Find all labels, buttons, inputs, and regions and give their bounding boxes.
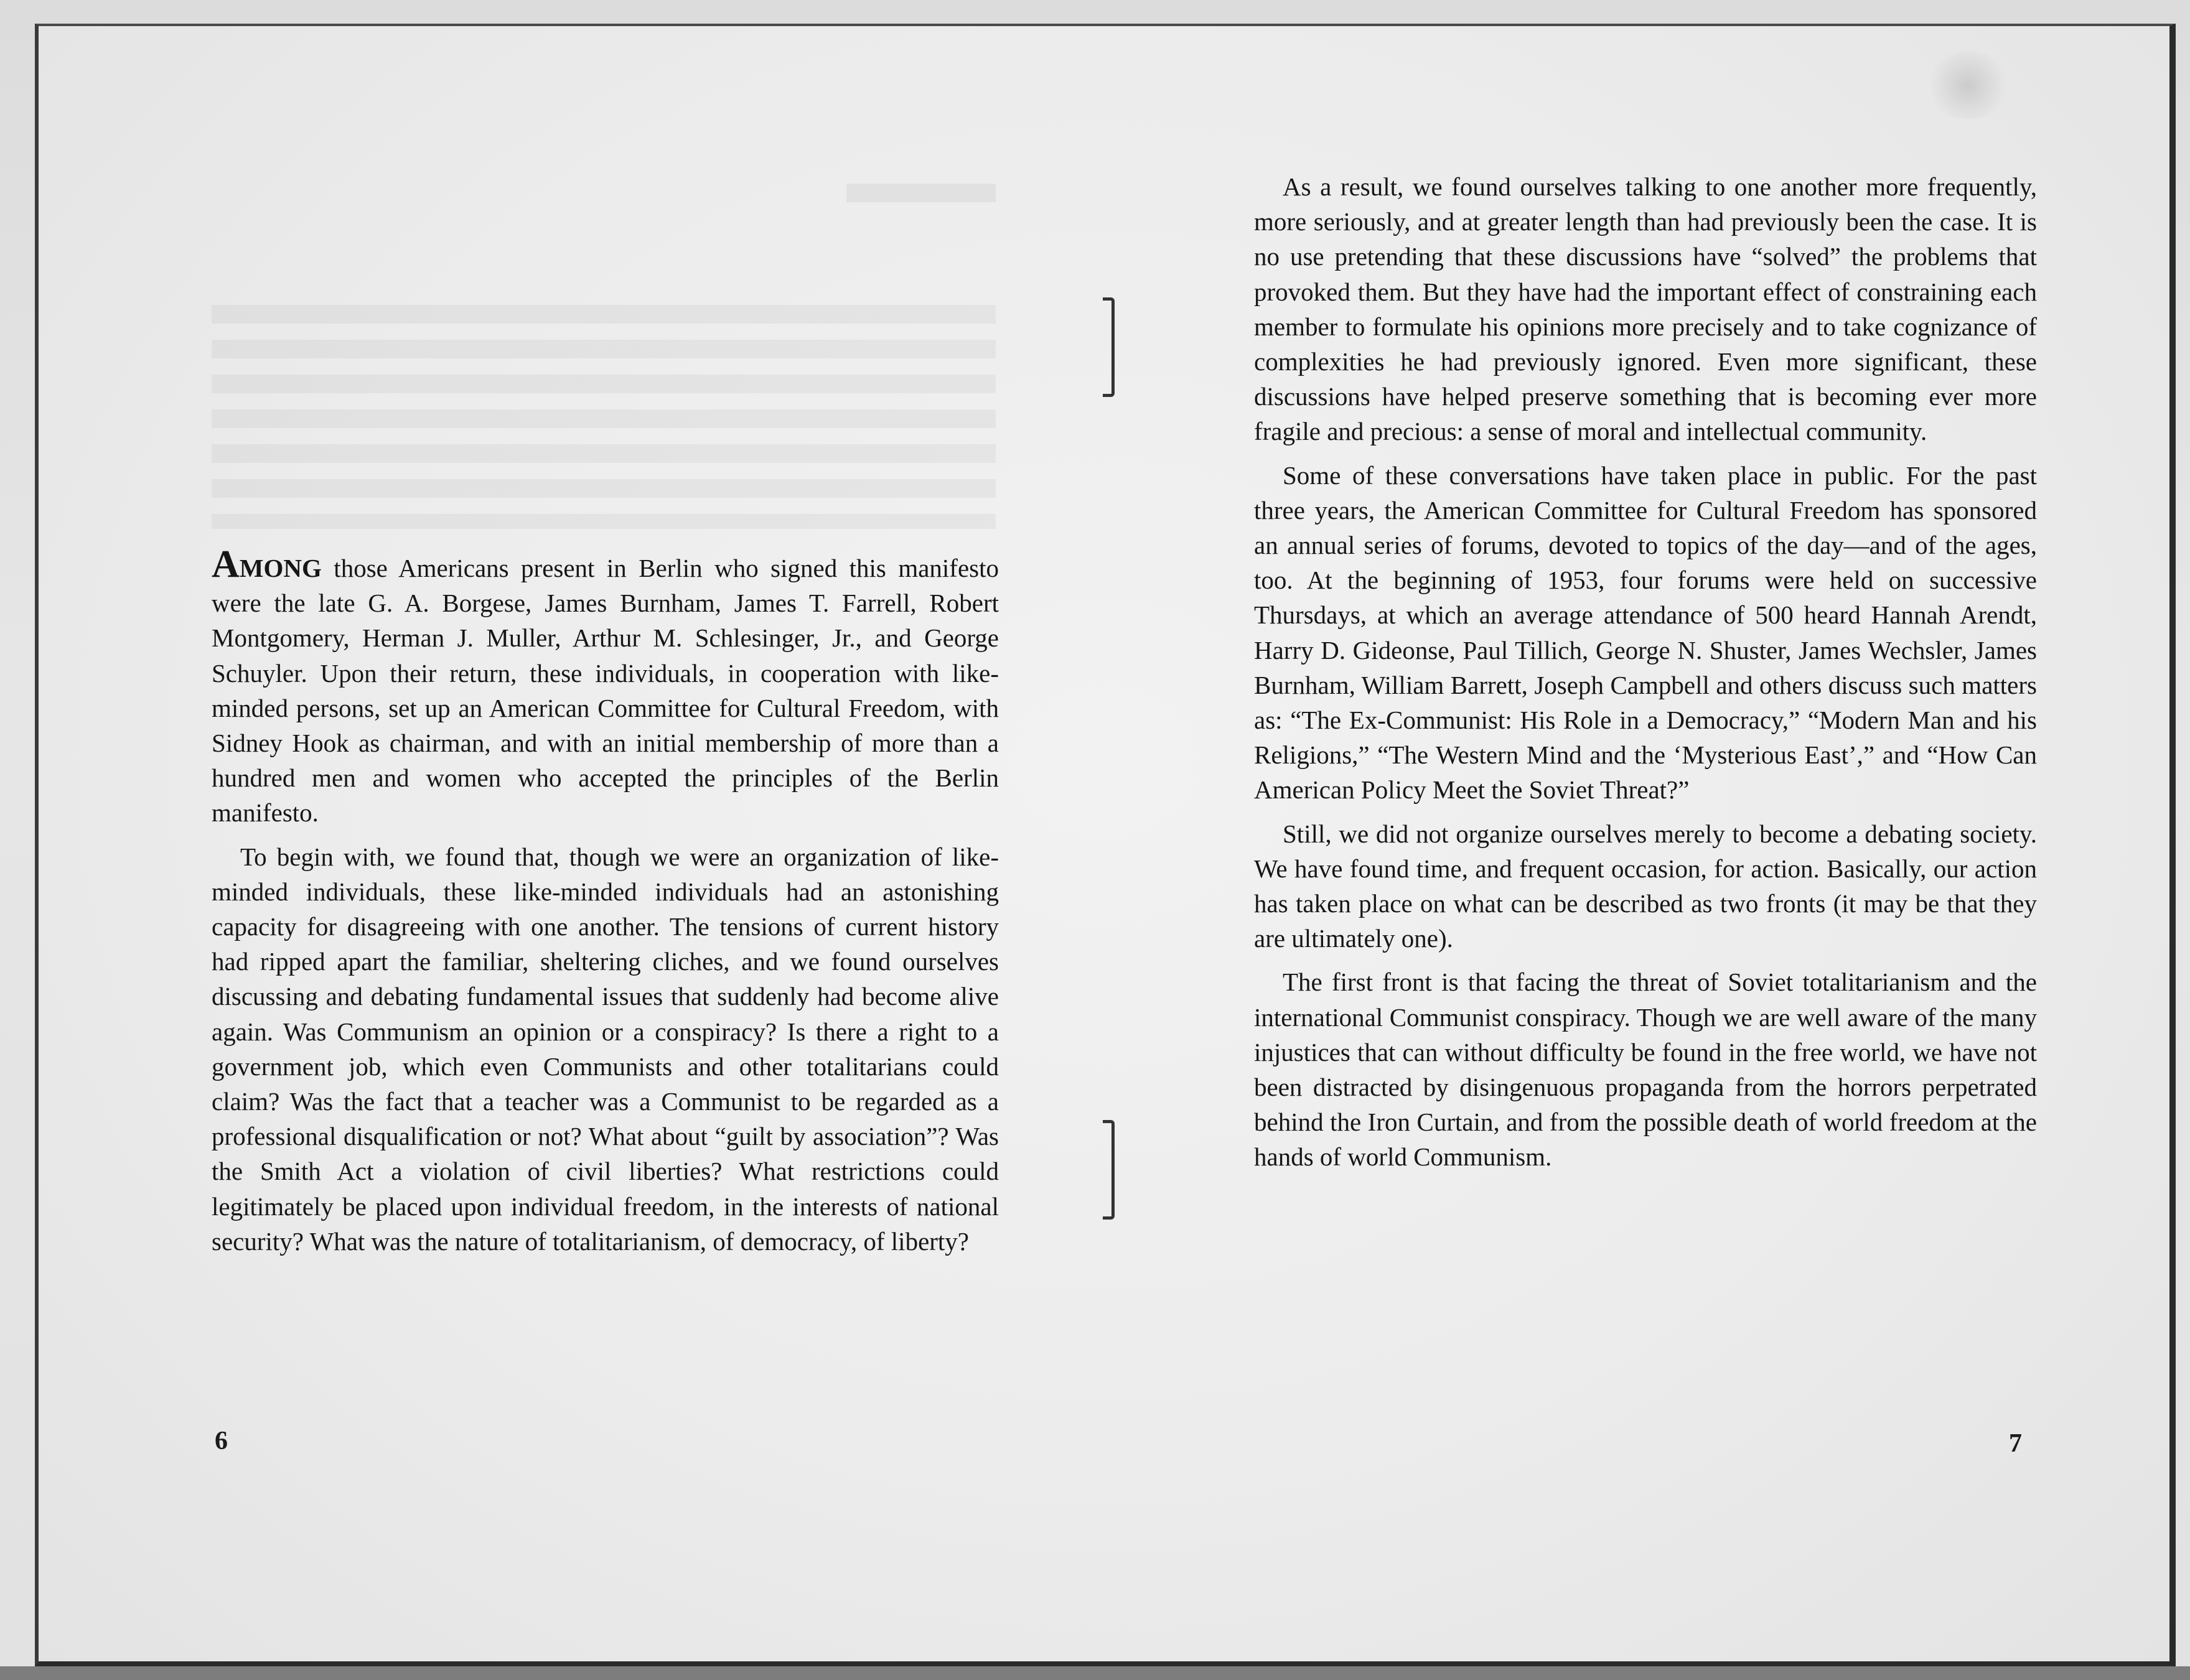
page-number-left: 6 <box>215 1427 228 1455</box>
right-paragraph-4: The first front is that facing the threat of Soviet totalitarianism and the international Communist conspiracy. Though we are well aware of the many injustices that can without difficulty be found in the free world, we have not been distracted by disingenuous propaganda from the horrors perpetrated behind the Iron Curtain, and from the possible death of world freedom at the hands of world Communism. <box>1254 968 2037 1172</box>
right-page-body <box>1254 169 2037 1175</box>
scan-smudge <box>1924 51 2011 119</box>
scanner-edge <box>0 1666 2190 1680</box>
left-paragraph-2: To begin with, we found that, though we were an organization of like-minded individuals, these like-minded individuals had an astonishing capacity for disagreeing with one another. The tensions of current history had ripped apart the familiar, sheltering cliches, and we found ourselves discussing and debating fundamental issues that suddenly had become alive again. Was Communism an opinion or a conspiracy? Is there a right to a government job, which even Communists and other totalitarians could claim? Was the fact that a teacher was a Communist to be regarded as a professional disqualification or not? What about “guilt by association”? Was the Smith Act a violation of civil liberties? What restrictions could legitimately be placed upon individual freedom, in the interests of national security? What was the nature of totalitarianism, of democracy, of liberty? <box>212 842 999 1256</box>
right-paragraph-1: As a result, we found ourselves talking to one another more frequently, more seriously, and at greater length than had previously been the case. It is no use pretending that these discussions have “solved” the problems that provoked them. But they have had the important effect of constraining each member to formulate his opinions more precisely and to take cognizance of complexities he had previously ignored. Even more significant, these discussions have helped preserve something that is becoming ever more fragile and precious: a sense of moral and intellectual community. <box>1254 172 2037 446</box>
left-paragraph-intro <box>212 543 999 831</box>
right-paragraph-3: Still, we did not organize ourselves merely to become a debating society. We have found time, and frequent occasion, for action. Basically, our action has taken place on what can be described as two fronts (it may be that they are ultimately one). <box>1254 819 2037 953</box>
bleed-through-texture <box>212 305 996 529</box>
staple-top <box>1103 297 1115 397</box>
page-number-right: 7 <box>2009 1429 2022 1458</box>
bleed-through-texture-top <box>846 184 996 202</box>
staple-bottom <box>1103 1120 1115 1220</box>
intro-small-caps: MONG <box>239 554 322 582</box>
right-paragraph-2: Some of these conversations have taken place in public. For the past three years, the American Committee for Cultural Freedom has sponsored an annual series of forums, devoted to topics of the day—and of the ages, too. At the beginning of 1953, four forums were held on successive Thursdays, at which an average attendance of 500 heard Hannah Arendt, Harry D. Gideonse, Paul Tillich, George N. Shuster, James Wechsler, James Burnham, William Barrett, Joseph Campbell and others discuss such matters as: “The Ex-Communist: His Role in a Democracy,” “Modern Man and his Religions,” “The Western Mind and the ‘Mysterious East’,” and “How Can American Policy Meet the Soviet Threat?” <box>1254 460 2037 805</box>
left-page-body <box>212 543 999 1259</box>
intro-text: those Americans present in Berlin who signed this manifesto were the late G. A. Borgese, James Burnham, James T. Farrell, Robert Montgomery, Herman J. Muller, Arthur M. Schlesinger, Jr., and George Schuyler. Upon their return, these individuals, in cooperation with like-minded persons, set up an American Committee for Cultural Freedom, with Sidney Hook as chairman, and with an initial membership of more than a hundred men and women who accepted the principles of the Berlin manifesto. <box>212 554 999 828</box>
drop-cap: A <box>212 543 240 586</box>
